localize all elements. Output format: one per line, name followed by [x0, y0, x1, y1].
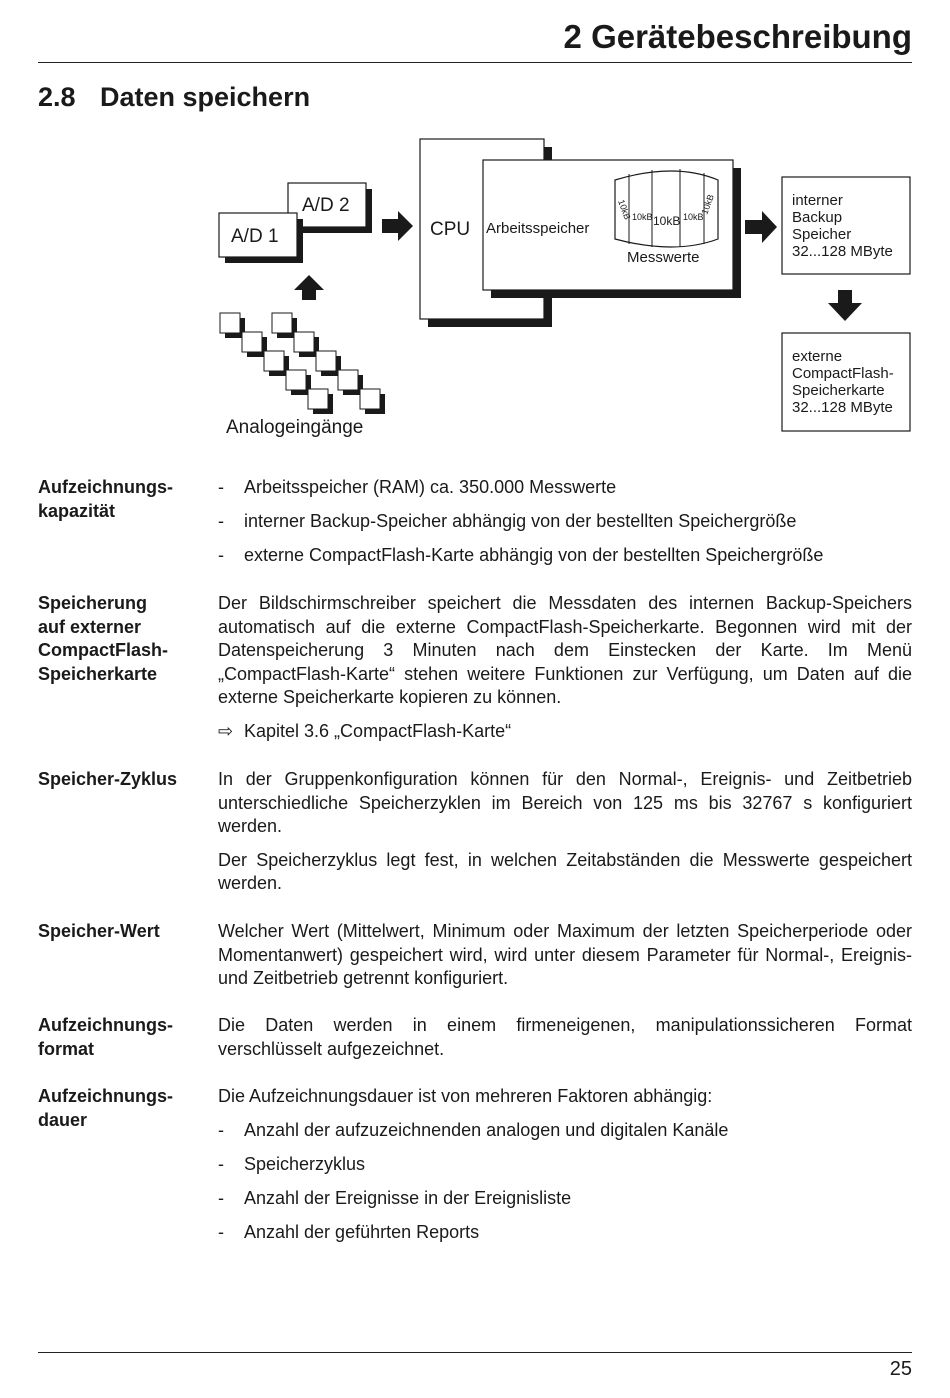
arrow-cpu-to-backup-icon [745, 211, 777, 243]
measurements-label: Messwerte [627, 249, 700, 266]
list-item: - Arbeitsspeicher (RAM) ca. 350.000 Messwerte [218, 477, 617, 497]
paragraph: In der Gruppenkonfiguration können für den Normal-, Ereignis- und Zeitbetrieb unterschiedliche Speicherzyklen im Bereich von 125 ms bis 32767 s konfiguriert werden. [218, 769, 912, 836]
ad1-label: A/D 1 [231, 226, 279, 247]
chapter-reference[interactable] [218, 720, 912, 744]
row-label-line: dauer [38, 1109, 88, 1130]
list-item-text: Anzahl der geführten Reports [244, 1221, 480, 1242]
memory-block-label: 10kB [699, 192, 716, 216]
input-connector [286, 370, 306, 390]
input-connector [308, 389, 328, 409]
list-item-text: interner Backup-Speicher abhängig von der bestellten Speichergröße [244, 511, 797, 531]
row-body [218, 768, 912, 906]
input-connector [272, 313, 292, 333]
input-connector [242, 332, 262, 352]
external-cf-line: Speicherkarte [792, 382, 885, 399]
row-label-line: Speicher-Wert [38, 921, 160, 941]
paragraph: Der Speicherzyklus legt fest, in welchen Zeitabständen die Messwerte gespeichert werden. [218, 849, 912, 893]
arrow-inputs-to-ad-icon [294, 275, 324, 300]
input-connector [360, 389, 380, 409]
row-body [218, 1014, 912, 1071]
header-rule [38, 62, 912, 63]
list-item: - Anzahl der geführten Reports [218, 1221, 480, 1242]
bullet-list [218, 476, 912, 568]
paragraph: Welcher Wert (Mittelwert, Minimum oder Maximum der letzten Speicherperiode oder Momentanwert) gespeichert wird, wird unter diesem Parameter für Normal-, Ereignis- und Zeitbetrieb getrennt konfiguriert. [218, 921, 912, 988]
row-body [218, 476, 912, 578]
row-label-line: kapazität [38, 500, 116, 521]
list-item-text: Arbeitsspeicher (RAM) ca. 350.000 Messwerte [244, 477, 617, 497]
list-item: - externe CompactFlash-Karte abhängig von der bestellten Speichergröße [218, 545, 824, 565]
row-label-line: auf externer [38, 616, 142, 637]
memory-block-label: 10kB [616, 198, 633, 221]
section-heading [38, 82, 310, 113]
row-label [38, 592, 208, 686]
chapter-title: 2 Gerätebeschreibung [563, 18, 912, 55]
list-item-text: Speicherzyklus [244, 1153, 366, 1174]
row-label [38, 920, 208, 944]
row-label [38, 1085, 208, 1132]
bullet-list [218, 1119, 912, 1245]
input-connector [220, 313, 240, 333]
section-title: Daten speichern [100, 82, 311, 112]
row-label [38, 476, 208, 523]
row-label-line: Speicher-Zyklus [38, 769, 178, 789]
arrow-ad-to-cpu-icon [382, 211, 413, 241]
reference-text: Kapitel 3.6 „CompactFlash-Karte“ [244, 720, 512, 741]
external-cf-line: 32...128 MByte [792, 399, 893, 416]
reference-arrow-icon: ⇨ [218, 720, 234, 741]
list-item: - Anzahl der aufzuzeichnenden analogen und digitalen Kanäle [218, 1119, 729, 1140]
row-label-line: format [38, 1038, 95, 1059]
row-label-line: Aufzeichnungs- [38, 1015, 173, 1035]
internal-backup-line: Speicher [792, 226, 852, 243]
row-body [218, 592, 912, 743]
row-label-line: Speicherkarte [38, 663, 158, 684]
page-number: 25 [889, 1358, 912, 1380]
paragraph: Die Daten werden in einem firmeneigenen, manipulationssicheren Format verschlüsselt aufgezeichnet. [218, 1015, 912, 1059]
analog-input-connectors [220, 313, 385, 414]
data-storage-diagram [210, 135, 930, 445]
row-label-line: Aufzeichnungs- [38, 477, 173, 497]
external-cf-line: externe [792, 348, 843, 365]
paragraph: Die Aufzeichnungsdauer ist von mehreren Faktoren abhängig: [218, 1086, 713, 1106]
memory-block-label: 10kB [683, 212, 704, 222]
memory-drum [615, 169, 718, 247]
internal-backup-line: interner [792, 192, 843, 209]
section-number: 2.8 [38, 82, 76, 112]
input-connector [338, 370, 358, 390]
row-label-line: CompactFlash- [38, 640, 169, 660]
ad2-label: A/D 2 [302, 195, 350, 216]
external-cf-line: CompactFlash- [792, 365, 894, 382]
memory-block-label: 10kB [653, 214, 681, 228]
input-connector [316, 351, 336, 371]
ram-label: Arbeitsspeicher [486, 220, 590, 237]
list-item-text: externe CompactFlash-Karte abhängig von der bestellten Speichergröße [244, 545, 824, 565]
input-connector [294, 332, 314, 352]
memory-block-label: 10kB [632, 212, 653, 222]
paragraph: Der Bildschirmschreiber speichert die Messdaten des internen Backup-Speichers automatisch auf die externe CompactFlash-Speicherkarte. Begonnen wird mit der Datenspeicherung 3 Minuten nach dem Einstecken der Karte. Im Menü „CompactFlash-Karte“ stehen weitere Funktionen zur Verfügung, um Daten auf die externe Speicherkarte kopieren zu können. [218, 593, 912, 707]
list-item: - Speicherzyklus [218, 1153, 366, 1174]
row-label-line: Aufzeichnungs- [38, 1086, 173, 1106]
row-label-line: Speicherung [38, 593, 148, 613]
cpu-label: CPU [430, 219, 471, 240]
list-item-text: Anzahl der aufzuzeichnenden analogen und digitalen Kanäle [244, 1119, 729, 1140]
list-item-text: Anzahl der Ereignisse in der Ereignisliste [244, 1187, 572, 1208]
row-label [38, 768, 208, 792]
list-item: - Anzahl der Ereignisse in der Ereignisliste [218, 1187, 572, 1208]
row-label [38, 1014, 208, 1061]
row-body [218, 1085, 912, 1255]
list-item: - interner Backup-Speicher abhängig von der bestellten Speichergröße [218, 511, 797, 531]
input-connector [264, 351, 284, 371]
footer-rule [38, 1352, 912, 1353]
internal-backup-line: Backup [792, 209, 843, 226]
internal-backup-line: 32...128 MByte [792, 243, 893, 260]
row-body [218, 920, 912, 1001]
analog-inputs-label: Analogeingänge [226, 417, 364, 438]
arrow-backup-to-cf-icon [828, 290, 862, 321]
